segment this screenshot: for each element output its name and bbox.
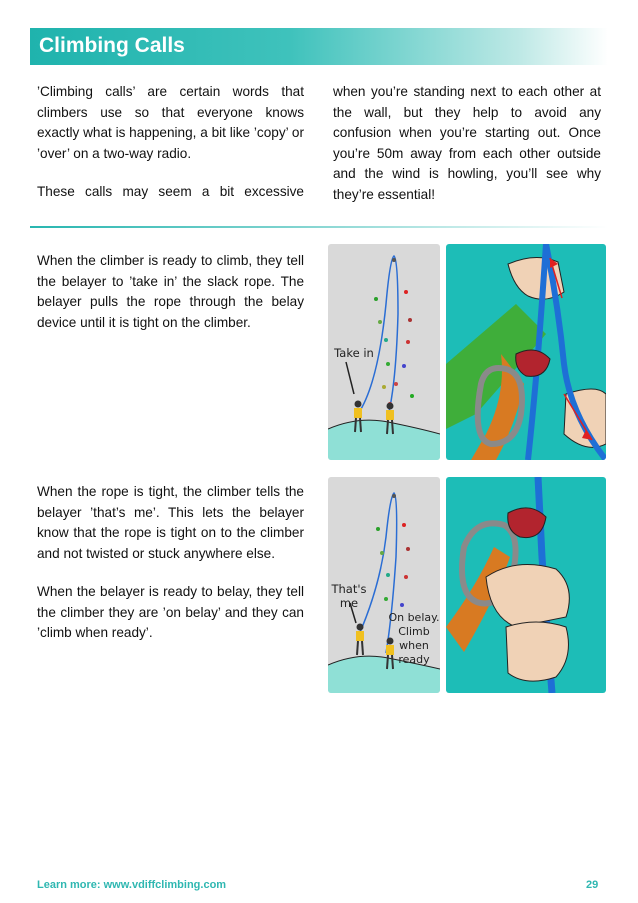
thats-me-line2: me <box>339 596 359 610</box>
section1-text: When the climber is ready to climb, they tell the belayer to ’take in’ the slack rope. The belayer pulls the rope through the belay device until it is tight on the climber. <box>37 253 304 330</box>
thats-me-callout <box>329 582 369 610</box>
take-in-hands-illustration <box>446 244 606 460</box>
thats-me-line1: That's <box>331 582 367 596</box>
on-belay-callout <box>388 611 440 667</box>
intro-col2-p1: when you’re standing next to each other at the wall, but they help to avoid any confusion when you’re starting out. Once you’re 50m away from each other outside and the wind is howling, you’ll see why they’re essential! <box>333 84 601 202</box>
on-belay-wall-illustration <box>328 477 440 693</box>
intro-col1-p2: These calls may seem a bit excessive <box>37 184 304 199</box>
footer-website-link[interactable]: Learn more: www.vdiffclimbing.com <box>37 879 227 891</box>
on-belay-line4: ready <box>398 653 430 666</box>
intro-col1-p1: ’Climbing calls’ are certain words that climbers use so that everyone knows exactly what is happening, a bit like ’copy’ or ’over’ on a two-way radio. <box>37 84 304 161</box>
on-belay-line2: Climb <box>398 625 430 638</box>
on-belay-line3: when <box>399 639 429 652</box>
on-belay-line1: On belay. <box>388 611 440 624</box>
page-number: 29 <box>586 879 599 891</box>
section-divider <box>30 226 608 228</box>
title-bar <box>30 28 608 65</box>
take-in-callout: Take in <box>334 346 374 360</box>
on-belay-hands-illustration <box>446 477 606 693</box>
section2-text-p1: When the rope is tight, the climber tells the belayer ’that’s me’. This lets the belayer know that the rope is tight on to the climber and not twisted or stuck anywhere else. <box>37 484 304 561</box>
section2-text-p2: When the belayer is ready to belay, they tell the climber they are ’on belay’ and they can ’climb when ready’. <box>37 584 304 640</box>
take-in-wall-illustration <box>328 244 440 460</box>
page-title: Climbing Calls <box>39 34 185 57</box>
